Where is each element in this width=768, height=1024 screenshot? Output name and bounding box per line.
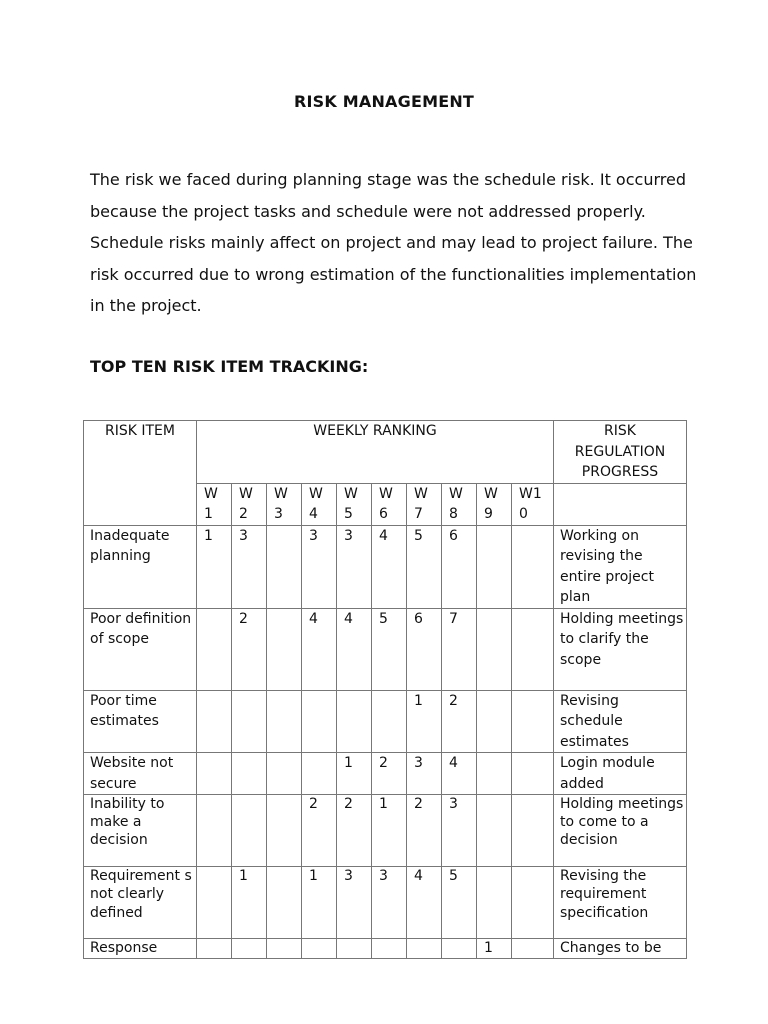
table-row [84,939,687,959]
progress-cell: Revising the requirement specification [554,867,687,939]
week-header-w9 [477,483,512,525]
table-row [84,525,687,608]
week-header-number: 3 [274,506,283,522]
risk-item-cell: Poor time estimates [84,690,197,753]
week-header-label: W1 [519,485,542,502]
table-header-row [84,421,687,484]
week-header-number: 2 [239,506,248,522]
progress-subheader [554,483,687,525]
week-header-label: W [274,485,288,502]
week-header-w7 [407,483,442,525]
rank-cell-w10 [512,867,554,939]
week-header-w8 [442,483,477,525]
progress-cell: Holding meetings to come to a decision [554,795,687,867]
rank-cell-w10 [512,753,554,795]
table-row [84,795,687,867]
week-header-w2 [232,483,267,525]
week-header-label: W [239,485,253,502]
rank-cell-w7: 5 [407,525,442,608]
week-header-label: W [204,485,218,502]
week-header-label: W [414,485,428,502]
risk-item-cell: Requirement s not clearly defined [84,867,197,939]
rank-cell-w4 [302,753,337,795]
week-header-label: W [379,485,393,502]
week-header-w6 [372,483,407,525]
risk-item-cell: Inadequate planning [84,525,197,608]
rank-cell-w7: 2 [407,795,442,867]
rank-cell-w7: 3 [407,753,442,795]
rank-cell-w7: 4 [407,867,442,939]
table-row [84,690,687,753]
rank-cell-w4: 2 [302,795,337,867]
progress-cell: Working on revising the entire project plan [554,525,687,608]
rank-cell-w7 [407,939,442,959]
week-header-number: 6 [379,506,388,522]
week-header-number: 0 [519,506,528,522]
rank-cell-w8: 3 [442,795,477,867]
rank-cell-w6: 3 [372,867,407,939]
rank-cell-w4: 3 [302,525,337,608]
week-header-number: 9 [484,506,493,522]
risk-item-cell: Inability to make a decision [84,795,197,867]
rank-cell-w10 [512,795,554,867]
table-row [84,608,687,690]
table-row [84,753,687,795]
table-row [84,867,687,939]
rank-cell-w1 [197,795,232,867]
rank-cell-w4 [302,939,337,959]
rank-cell-w8: 6 [442,525,477,608]
week-header-label: W [484,485,498,502]
rank-cell-w6: 1 [372,795,407,867]
header-progress: RISK REGULATION PROGRESS [554,421,687,484]
risk-item-cell: Poor definition of scope [84,608,197,690]
rank-cell-w9 [477,690,512,753]
rank-cell-w4 [302,690,337,753]
rank-cell-w9 [477,753,512,795]
week-header-w3 [267,483,302,525]
rank-cell-w8: 7 [442,608,477,690]
rank-cell-w6 [372,939,407,959]
rank-cell-w9 [477,795,512,867]
rank-cell-w1: 1 [197,525,232,608]
rank-cell-w2 [232,753,267,795]
rank-cell-w9 [477,525,512,608]
risk-tracking-table [83,420,687,959]
rank-cell-w7: 1 [407,690,442,753]
rank-cell-w2: 2 [232,608,267,690]
week-header-number: 7 [414,506,423,522]
progress-cell: Revising schedule estimates [554,690,687,753]
rank-cell-w5: 3 [337,867,372,939]
progress-cell: Changes to be [554,939,687,959]
risk-item-cell: Response [84,939,197,959]
rank-cell-w3 [267,753,302,795]
week-header-w5 [337,483,372,525]
week-header-number: 1 [204,506,213,522]
rank-cell-w4: 1 [302,867,337,939]
rank-cell-w5: 1 [337,753,372,795]
week-header-label: W [309,485,323,502]
rank-cell-w1 [197,867,232,939]
week-header-label: W [344,485,358,502]
section-heading: TOP TEN RISK ITEM TRACKING: [90,357,369,376]
rank-cell-w2 [232,690,267,753]
rank-cell-w6 [372,690,407,753]
rank-cell-w7: 6 [407,608,442,690]
rank-cell-w3 [267,608,302,690]
rank-cell-w1 [197,753,232,795]
rank-cell-w2 [232,939,267,959]
rank-cell-w1 [197,690,232,753]
rank-cell-w2: 3 [232,525,267,608]
rank-cell-w5: 2 [337,795,372,867]
rank-cell-w1 [197,608,232,690]
week-header-number: 4 [309,506,318,522]
week-header-label: W [449,485,463,502]
rank-cell-w6: 4 [372,525,407,608]
rank-cell-w8: 2 [442,690,477,753]
rank-cell-w2: 1 [232,867,267,939]
rank-cell-w3 [267,939,302,959]
rank-cell-w5 [337,690,372,753]
rank-cell-w6: 2 [372,753,407,795]
rank-cell-w9 [477,867,512,939]
rank-cell-w5: 4 [337,608,372,690]
rank-cell-w9: 1 [477,939,512,959]
rank-cell-w3 [267,690,302,753]
week-header-number: 5 [344,506,353,522]
risk-item-cell: Website not secure [84,753,197,795]
rank-cell-w8 [442,939,477,959]
week-header-number: 8 [449,506,458,522]
rank-cell-w3 [267,795,302,867]
progress-cell: Login module added [554,753,687,795]
rank-cell-w8: 4 [442,753,477,795]
rank-cell-w10 [512,939,554,959]
rank-cell-w10 [512,525,554,608]
rank-cell-w3 [267,867,302,939]
rank-cell-w4: 4 [302,608,337,690]
rank-cell-w5 [337,939,372,959]
page-title: RISK MANAGEMENT [293,92,475,111]
rank-cell-w10 [512,690,554,753]
rank-cell-w2 [232,795,267,867]
week-header-w10 [512,483,554,525]
rank-cell-w9 [477,608,512,690]
rank-cell-w3 [267,525,302,608]
header-risk-item: RISK ITEM [84,421,197,526]
rank-cell-w8: 5 [442,867,477,939]
header-weekly-ranking: WEEKLY RANKING [197,421,554,484]
week-header-w1 [197,483,232,525]
rank-cell-w10 [512,608,554,690]
intro-paragraph: The risk we faced during planning stage was the schedule risk. It occurred because the project tasks and schedule were not addressed properly. Schedule risks mainly affect on project and may lead to project failure. The risk occurred due to wrong estimation of the functionalities implementation in the project. [90,170,697,315]
week-header-w4 [302,483,337,525]
progress-cell: Holding meetings to clarify the scope [554,608,687,690]
rank-cell-w5: 3 [337,525,372,608]
rank-cell-w6: 5 [372,608,407,690]
rank-cell-w1 [197,939,232,959]
